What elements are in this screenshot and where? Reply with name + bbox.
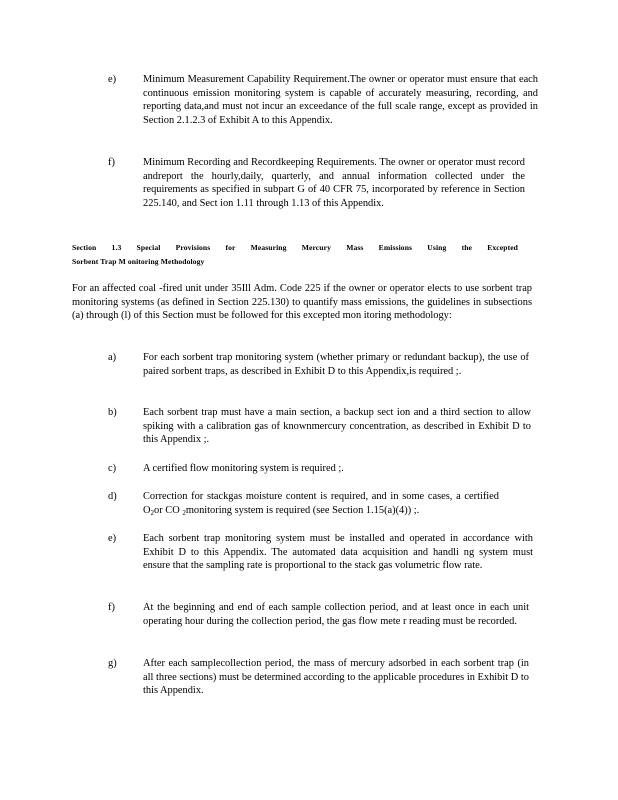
list-item-text-part: Correction for stackgas moisture content is required, and in some cases, a certified O — [143, 491, 499, 516]
list-item-text: Minimum Measurement Capability Requirement.The owner or operator must ensure that each continuous emission monitoring system is capable of accurately measuring, recording, and reporting data,and must not incur an exceedance of the full scale range, except as provided in Section 2.1.2.3 of Exhibit A to this Appendix. — [143, 74, 538, 126]
list-item-text: Minimum Recording and Recordkeeping Requirements. The owner or operator must record andreport the hourly,daily, quarterly, and annual information collected under the requirements as specified in subpart G of 40 CFR 75, incorporated by reference in Section 225.140, and Sect ion 1.11 through 1.13 of this Appendix. — [143, 157, 525, 209]
list-item-label: f) — [108, 157, 115, 168]
list-item-label: c) — [108, 463, 117, 474]
list-item-text: At the beginning and end of each sample collection period, and at least once in each unit operating hour during the collection period, the gas flow mete r reading must be recorded. — [143, 602, 529, 627]
subscript: 2 — [150, 508, 155, 517]
subscript: 2 — [182, 508, 186, 517]
list-item-text-part: monitoring system is required (see Section 1.15(a)(4)) ;. — [185, 504, 420, 516]
list-item-label: d) — [108, 491, 117, 502]
list-item-label: b) — [108, 407, 117, 418]
list-item-text: After each samplecollection period, the mass of mercury adsorbed in each sorbent trap (in all three sections) must be determined according to the applicable procedures in Exhibit D to this Appendix. — [143, 658, 529, 697]
list-item-text — [143, 490, 499, 520]
section-heading-line-2: Sorbent Trap M onitoring Methodology — [72, 256, 205, 266]
list-item-text-part: or CO — [154, 504, 183, 516]
list-item-label: a) — [108, 352, 117, 363]
section-heading-line-1: Section 1.3 Special Provisions for Measuring Mercury Mass Emissions Using the Excepted — [72, 243, 518, 252]
intro-paragraph: For an affected coal -fired unit under 35Ill Adm. Code 225 if the owner or operator elects to use sorbent trap monitoring systems (as defined in Section 225.130) to quantify mass emissions, the guidelines in subsections (a) through (l) of this Section must be followed for this excepted mon itoring methodology: — [72, 283, 532, 322]
list-item-text: Each sorbent trap must have a main section, a backup sect ion and a third section to allow spiking with a calibration gas of knownmercury concentration, as described in Exhibit D to this Appendix ;. — [143, 407, 531, 446]
list-item-text: For each sorbent trap monitoring system (whether primary or redundant backup), the use of paired sorbent traps, as described in Exhibit D to this Appendix,is required ;. — [143, 352, 529, 377]
list-item-label: e) — [108, 533, 117, 544]
section-heading — [72, 241, 518, 268]
list-item-text: A certified flow monitoring system is required ;. — [143, 463, 344, 474]
list-item-label: g) — [108, 658, 117, 669]
list-item-text: Each sorbent trap monitoring system must be installed and operated in accordance with Exhibit D to this Appendix. The automated data acquisition and handli ng system must ensure that the sampling rate is proportional to the stack gas volumetric flow rate. — [143, 533, 533, 572]
list-item-label: e) — [108, 74, 117, 85]
list-item-label: f) — [108, 602, 115, 613]
